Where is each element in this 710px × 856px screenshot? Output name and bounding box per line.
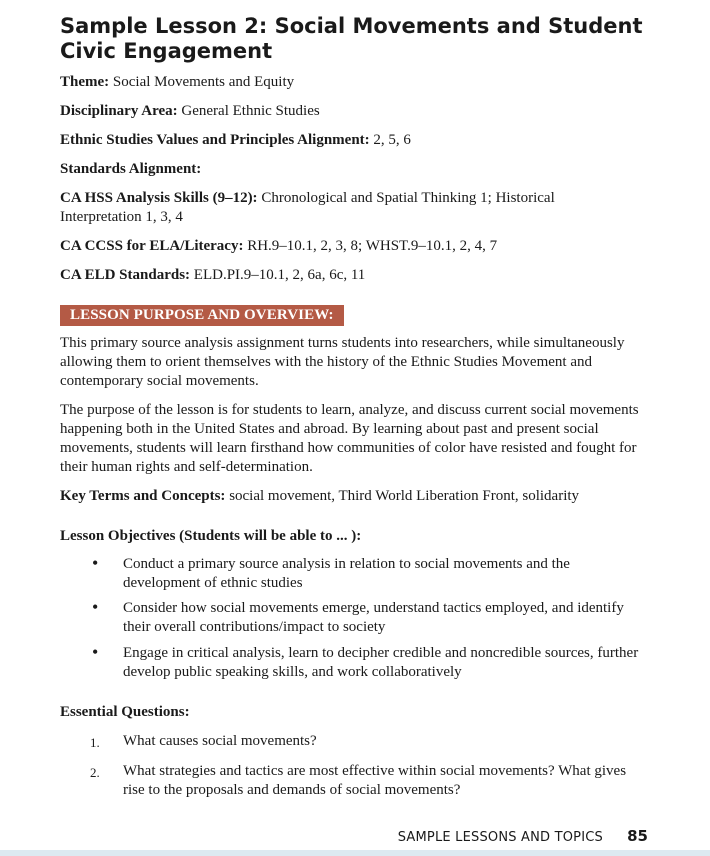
values-line (60, 131, 660, 150)
bullet-marker: • (92, 553, 99, 573)
objective-text: Conduct a primary source analysis in relation to social movements and the development of ethnic studies (123, 556, 570, 591)
question-text: What strategies and tactics are most effective within social movements? What gives rise to the proposals and demands of social movements? (123, 763, 627, 798)
key-terms-value: social movement, Third World Liberation Front, solidarity (229, 488, 580, 504)
lesson-purpose-banner: LESSON PURPOSE AND OVERVIEW: (60, 305, 344, 326)
standards-label: Standards Alignment: (60, 161, 202, 177)
purpose-paragraph-1: This primary source analysis assignment turns students into researchers, while simultaneously allowing them to orient themselves with the history of the Ethnic Studies Movement and contemporary social movements. (60, 335, 625, 389)
ccss-label: CA CCSS for ELA/Literacy: (60, 238, 244, 254)
hss-line (60, 189, 630, 227)
bullet-marker: • (92, 642, 99, 662)
key-terms-label: Key Terms and Concepts: (60, 488, 226, 504)
hss-label: CA HSS Analysis Skills (9–12): (60, 190, 258, 206)
discipline-value: General Ethnic Studies (181, 103, 320, 119)
eld-line (60, 266, 660, 285)
lesson-title: Sample Lesson 2: Social Movements and Student Civic Engagement (60, 14, 643, 63)
eld-value: ELD.PI.9–10.1, 2, 6a, 6c, 11 (193, 267, 366, 283)
key-terms-line (60, 487, 660, 506)
eld-label: CA ELD Standards: (60, 267, 191, 283)
purpose-paragraph-2: The purpose of the lesson is for students to learn, analyze, and discuss current social movements happening both in the United States and abroad. By learning about past and present social movements, students will learn firsthand how communities of color have resisted and fought for their human rights and self-determination. (60, 402, 639, 475)
question-number: 1. (90, 735, 100, 750)
objective-text: Consider how social movements emerge, understand tactics employed, and identify their overall contributions/impact to society (123, 600, 624, 635)
standards-heading (60, 160, 660, 179)
objectives-heading: Lesson Objectives (Students will be able to ... ): (60, 528, 362, 544)
values-label: Ethnic Studies Values and Principles Alignment: (60, 132, 370, 148)
bullet-marker: • (92, 597, 99, 617)
theme-line (60, 73, 660, 92)
discipline-line (60, 102, 660, 121)
question-number: 2. (90, 765, 100, 780)
ccss-value: RH.9–10.1, 2, 3, 8; WHST.9–10.1, 2, 4, 7 (247, 238, 498, 254)
hss-value: Chronological and Spatial Thinking 1; Historical Interpretation 1, 3, 4 (60, 190, 555, 225)
theme-label: Theme: (60, 74, 110, 90)
values-value: 2, 5, 6 (373, 132, 411, 148)
page-footer (398, 827, 648, 847)
question-text: What causes social movements? (123, 733, 317, 749)
page-number: 85 (627, 827, 648, 845)
objective-text: Engage in critical analysis, learn to decipher credible and noncredible sources, further develop public speaking skills, and work collaboratively (123, 645, 639, 680)
ccss-line (60, 237, 660, 256)
essential-questions-heading: Essential Questions: (60, 704, 190, 720)
theme-value: Social Movements and Equity (112, 74, 295, 90)
discipline-label: Disciplinary Area: (60, 103, 178, 119)
footer-section-title: SAMPLE LESSONS AND TOPICS (397, 830, 603, 845)
bottom-divider (0, 850, 710, 856)
